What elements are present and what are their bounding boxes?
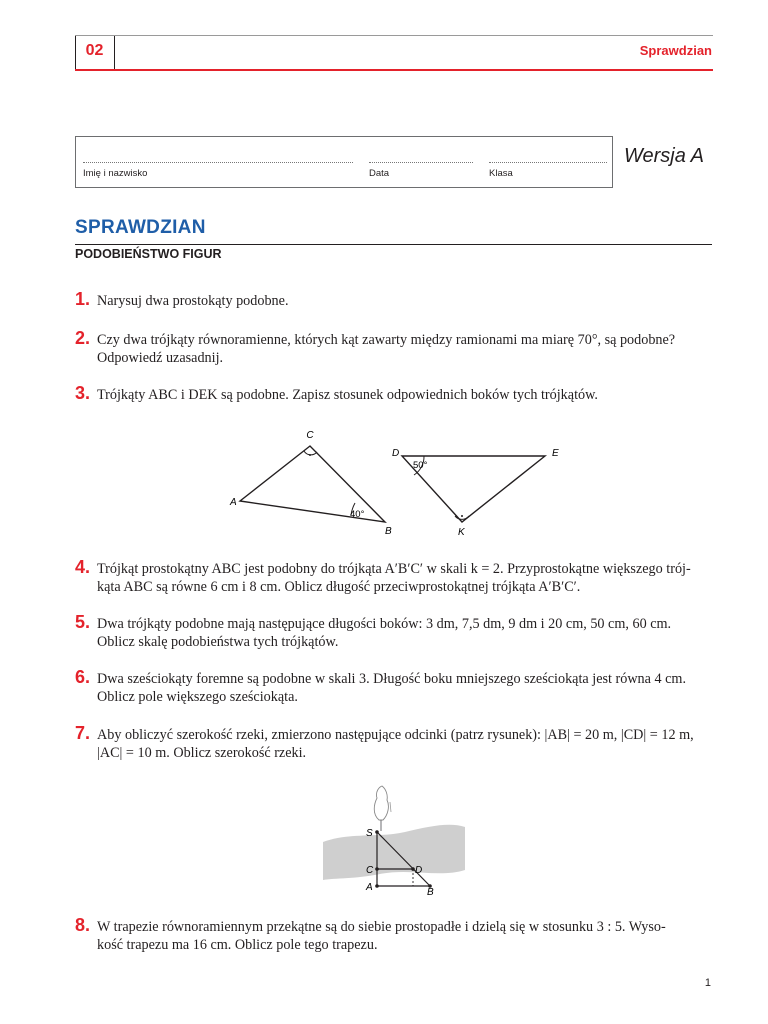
river-shape <box>323 825 465 880</box>
date-field[interactable] <box>369 162 473 163</box>
point-c-label: C <box>366 865 374 876</box>
task-text: Aby obliczyć szerokość rzeki, zmierzono następujące odcinki (patrz rysunek): |AB| = 20 m, |CD| = 12 m, |AC| = 10 m. Oblicz szerokość rzeki. <box>97 727 694 761</box>
vertex-e-label: E <box>552 448 559 459</box>
point-d-label: D <box>415 865 423 876</box>
vertex-a-label: A <box>230 497 237 508</box>
name-field[interactable] <box>83 162 353 163</box>
task-number: 5. <box>75 612 91 632</box>
task-number: 2. <box>75 328 91 348</box>
page-number: 1 <box>704 977 711 989</box>
chapter-box-right <box>114 36 115 69</box>
task-number: 3. <box>75 383 91 403</box>
task-text: Czy dwa trójkąty równoramienne, których kąt zawarty między ramionami ma miarę 70°, są podobne? Odpowiedź uzasadnij. <box>97 332 676 366</box>
task-text: W trapezie równoramiennym przekątne są do siebie prostopadłe i dzielą się w stosunku 3 : 5. Wyso- kość trapezu ma 16 cm. Oblicz pole tego trapezu. <box>97 919 666 953</box>
chapter-number: 02 <box>85 42 104 59</box>
vertex-d-label: D <box>392 448 400 459</box>
triangles-figure <box>220 425 580 540</box>
task-text: Trójkąty ABC i DEK są podobne. Zapisz stosunek odpowiednich boków tych trójkątów. <box>97 387 598 403</box>
task-number: 4. <box>75 557 91 577</box>
version-label: Wersja A <box>624 145 705 167</box>
point-b-label: B <box>427 887 434 897</box>
task-number: 6. <box>75 667 91 687</box>
point-s-label: S <box>366 828 373 839</box>
title-rule <box>75 244 712 245</box>
task-text: Trójkąt prostokątny ABC jest podobny do trójkąta A′B′C′ w skali k = 2. Przyprostokątne większego trój- kąta ABC są równe 6 cm i 8 cm. Oblicz długość przeciwprostokątnej trójkąta A′B′C′. <box>97 561 691 595</box>
date-label: Data <box>369 168 390 179</box>
header-red-rule <box>75 69 713 71</box>
angle-b-label: 40° <box>350 509 365 520</box>
triangle-abc <box>229 430 392 537</box>
task-number: 7. <box>75 723 91 743</box>
vertex-c-label: C <box>306 430 314 441</box>
triangle-dek <box>392 448 559 538</box>
class-label: Klasa <box>489 168 513 179</box>
river-figure <box>320 782 470 897</box>
name-label: Imię i nazwisko <box>83 168 148 179</box>
angle-d-label: 50° <box>413 460 428 471</box>
student-info-box <box>75 136 613 188</box>
page-title: SPRAWDZIAN <box>75 217 206 238</box>
point-a-label: A <box>366 882 373 893</box>
task-number: 8. <box>75 915 91 935</box>
tree-icon <box>374 786 391 831</box>
task-number: 1. <box>75 289 91 309</box>
vertex-b-label: B <box>385 526 392 537</box>
vertex-k-label: K <box>458 527 465 538</box>
task-text: Dwa sześciokąty foremne są podobne w skali 3. Długość boku mniejszego sześciokąta jest równa 4 cm. Oblicz pole większego sześciokąta. <box>97 671 687 705</box>
page-subtitle: PODOBIEŃSTWO FIGUR <box>75 247 222 261</box>
header-top-rule <box>75 35 713 36</box>
task-text: Dwa trójkąty podobne mają następujące długości boków: 3 dm, 7,5 dm, 9 dm i 20 cm, 50 cm, 60 cm. Oblicz skalę podobieństwa tych trójkątów. <box>97 616 672 650</box>
class-field[interactable] <box>489 162 607 163</box>
task-text: Narysuj dwa prostokąty podobne. <box>97 293 289 309</box>
section-label: Sprawdzian <box>639 43 712 58</box>
